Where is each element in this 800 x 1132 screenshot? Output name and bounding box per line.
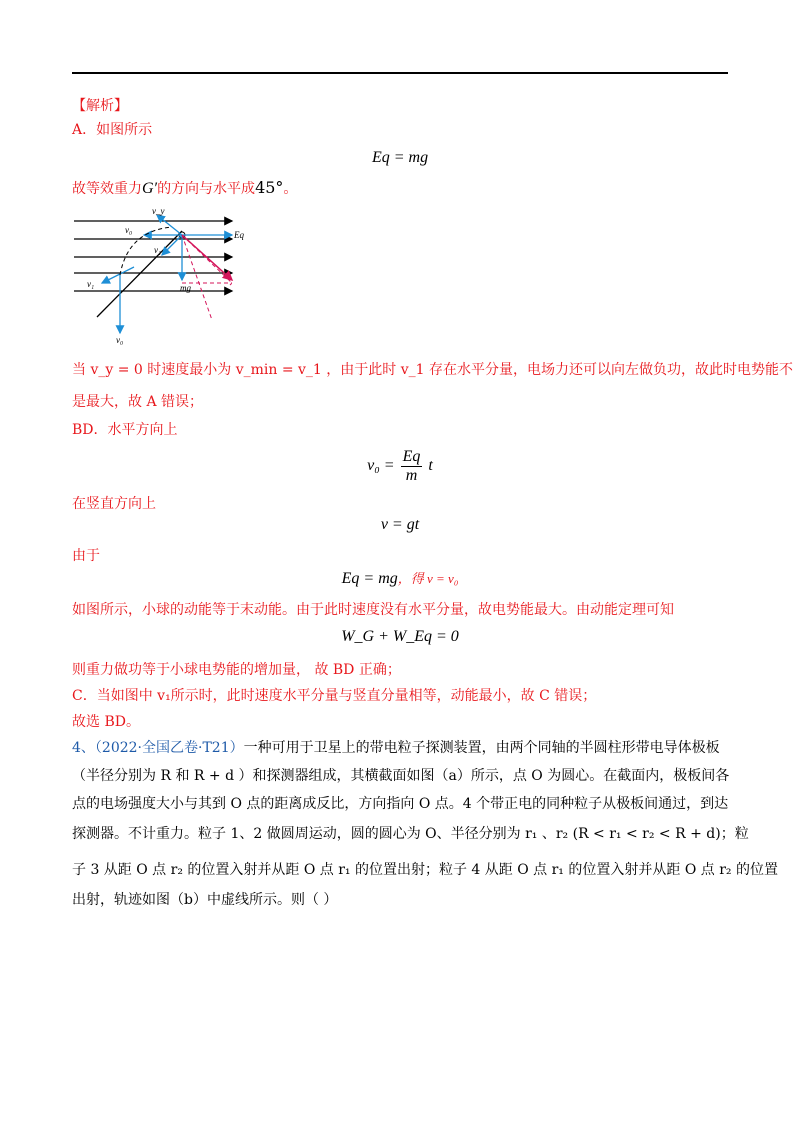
v1-mid-arrow xyxy=(162,235,182,255)
vy-arrow xyxy=(157,215,182,235)
equation-v0: v₀ = $\frac{Eq}{m}$ t xyxy=(367,448,433,484)
question-number: 4、 xyxy=(72,740,95,756)
part-bd-label: BD．水平方向上 xyxy=(72,422,178,438)
since-label: 由于 xyxy=(72,548,100,564)
analysis-heading: 【解析】 xyxy=(72,98,128,114)
label-v1-left: v₁ xyxy=(87,279,95,289)
gravity-direction-line: 故等效重力G′的方向与水平成45°。 xyxy=(72,178,298,197)
question-4-line-4: 探测器。不计重力。粒子 1、2 做圆周运动，圆的圆心为 O、半径分别为 r₁ 、r₂ (R < r₁ < r₂ < R + d)；粒 xyxy=(72,826,749,842)
angle-value: 45° xyxy=(255,178,284,197)
label-v0-bottom: v₀ xyxy=(116,335,124,345)
label-eq: Eq xyxy=(234,230,244,240)
question-4-line-5: 子 3 从距 O 点 r₂ 的位置入射并从距 O 点 r₁ 的位置出射；粒子 4 从距 O 点 r₁ 的位置入射并从距 O 点 r₂ 的位置 xyxy=(72,862,778,878)
label-v0-top: v₀ xyxy=(125,225,133,235)
question-4-line-1: 4、（2022·全国乙卷·T21）一种可用于卫星上的带电粒子探测装置，由两个同轴的半圆柱形带电导体极板 xyxy=(72,740,720,756)
answer-line: 故选 BD。 xyxy=(72,714,140,730)
v1-left-arrow xyxy=(102,267,134,283)
part-a-conclusion-1: 当 v_y = 0 时速度最小为 v_min = v_1 ，由于此时 v_1 存在水平分量，电场力还可以向左做负功，故此时电势能不 xyxy=(72,362,793,378)
part-a-label: A．如图所示 xyxy=(72,122,153,138)
label-vy: v_y xyxy=(152,206,165,216)
label-v1-mid: v₁ xyxy=(154,245,162,255)
question-4-line-6: 出射，轨迹如图（b）中虚线所示。则（ ） xyxy=(72,892,338,908)
trajectory-line xyxy=(97,231,182,317)
part-c-line: C．当如图中 v₁所示时，此时速度水平分量与竖直分量相等，动能最小，故 C 错误； xyxy=(72,688,597,704)
g-prime-symbol: G′ xyxy=(142,180,158,197)
equation-v-gt: v = gt xyxy=(380,516,420,533)
header-rule xyxy=(72,72,728,74)
force-diagram xyxy=(72,205,242,345)
question-source: （2022·全国乙卷·T21） xyxy=(94,740,244,756)
question-4-line-3: 点的电场强度大小与其到 O 点的距离成反比，方向指向 O 点。4 个带正电的同种粒子从极板间通过，到达 xyxy=(72,796,729,812)
part-a-conclusion-2: 是最大，故 A 错误； xyxy=(72,394,204,410)
equation-work: W_G + W_Eq = 0 xyxy=(341,628,459,645)
label-mg: mg xyxy=(180,283,191,293)
vertical-label: 在竖直方向上 xyxy=(72,496,156,512)
question-4-line-2: （半径分别为 R 和 R + d ）和探测器组成，其横截面如图（a）所示，点 O 为圆心。在截面内，极板间各 xyxy=(72,768,730,784)
kinetic-energy-line: 如图所示，小球的动能等于末动能。由于此时速度没有水平分量，故电势能最大。由动能定理可知 xyxy=(72,602,674,618)
work-conclusion: 则重力做功等于小球电势能的增加量， 故 BD 正确； xyxy=(72,662,401,678)
equation-balance: Eq = mg，得 v = v₀ xyxy=(341,570,459,587)
equation-eq-mg: Eq = mg xyxy=(371,149,429,166)
dashed-red-curve xyxy=(182,235,232,285)
